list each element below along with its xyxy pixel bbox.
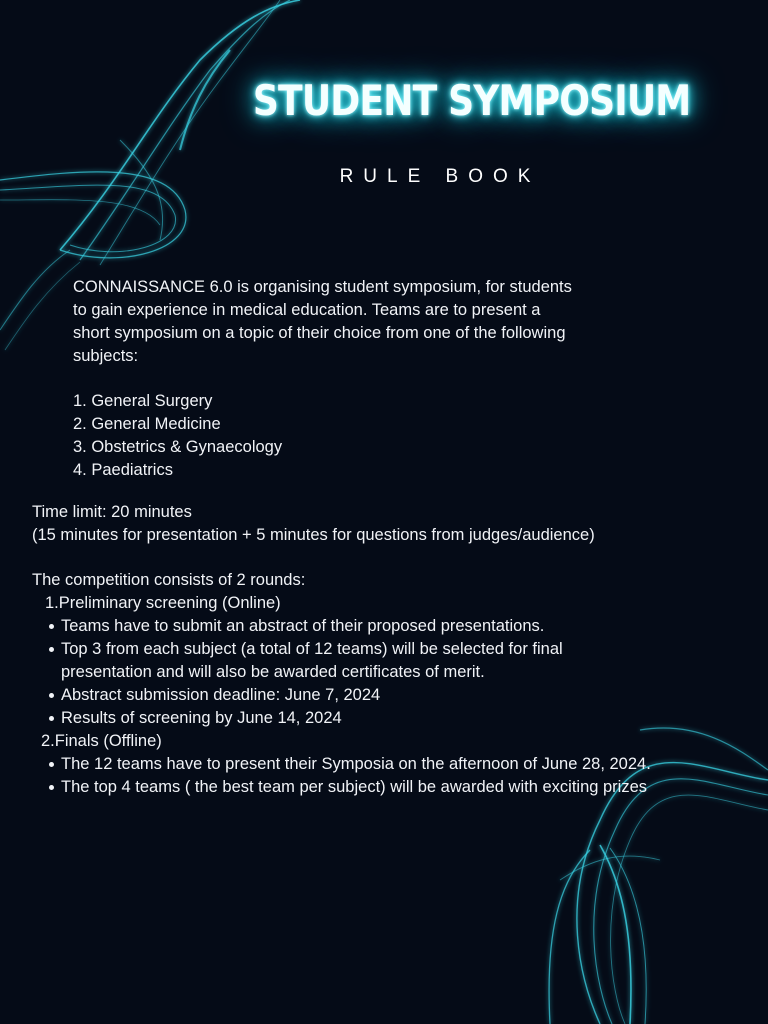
round-2-title: 2.Finals (Offline) xyxy=(41,732,162,750)
intro-line: CONNAISSANCE 6.0 is organising student symposium, for students xyxy=(73,278,572,296)
round-1-bullets xyxy=(32,615,732,661)
intro-line: to gain experience in medical education. Teams are to present a xyxy=(73,301,541,319)
competition-intro: The competition consists of 2 rounds: xyxy=(32,571,306,589)
list-item-continuation: presentation and will also be awarded certificates of merit. xyxy=(61,663,485,681)
list-item: The 12 teams have to present their Symposia on the afternoon of June 28, 2024. xyxy=(32,753,732,776)
intro-paragraph xyxy=(73,276,633,368)
page-subtitle: RULE BOOK xyxy=(339,166,541,187)
list-item: Top 3 from each subject (a total of 12 teams) will be selected for final xyxy=(32,638,732,661)
page-title: STUDENT SYMPOSIUM xyxy=(252,76,691,125)
subject-item: 4. Paediatrics xyxy=(73,461,173,479)
round-2-bullets xyxy=(32,753,732,799)
list-item: Results of screening by June 14, 2024 xyxy=(32,707,732,730)
time-limit-section xyxy=(32,501,732,547)
subject-item: 1. General Surgery xyxy=(73,392,213,410)
list-item: Teams have to submit an abstract of their proposed presentations. xyxy=(32,615,732,638)
round-1-title: 1.Preliminary screening (Online) xyxy=(45,594,281,612)
time-limit: Time limit: 20 minutes xyxy=(32,503,192,521)
round-1-bullets-continued xyxy=(32,684,732,730)
time-limit-detail: (15 minutes for presentation + 5 minutes for questions from judges/audience) xyxy=(32,526,595,544)
list-item: The top 4 teams ( the best team per subject) will be awarded with exciting prizes xyxy=(32,776,732,799)
subject-item: 2. General Medicine xyxy=(73,415,221,433)
intro-line: subjects: xyxy=(73,347,139,365)
intro-line: short symposium on a topic of their choice from one of the following xyxy=(73,324,566,342)
competition-section xyxy=(32,569,732,799)
list-item: Abstract submission deadline: June 7, 2024 xyxy=(32,684,732,707)
subject-list xyxy=(73,390,282,482)
subject-item: 3. Obstetrics & Gynaecology xyxy=(73,438,283,456)
